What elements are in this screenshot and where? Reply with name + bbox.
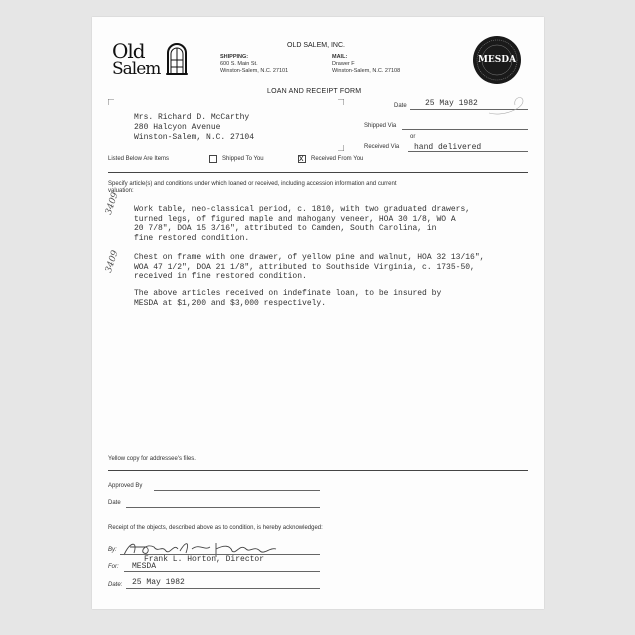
date-value: 25 May 1982 xyxy=(425,99,478,108)
arched-window-icon xyxy=(166,41,188,75)
loan-receipt-form xyxy=(92,17,544,609)
signer-name: Frank L. Horton, Director xyxy=(144,555,265,564)
received-via-label: Received Via xyxy=(364,144,400,150)
approved-by-label: Approved By xyxy=(108,483,143,489)
date2-label: Date: xyxy=(108,582,123,588)
or-label: or xyxy=(410,134,416,140)
footer-divider xyxy=(108,470,528,471)
item1-accession-note: 3409 xyxy=(104,191,121,217)
for-value: MESDA xyxy=(132,562,157,571)
item2-line2: WOA 47 1/2", DOA 21 1/8", attributed to Southside Virginia, c. 1735-50, xyxy=(134,262,475,272)
mail-label: MAIL: xyxy=(332,54,348,60)
section-divider xyxy=(108,172,528,173)
specify-line1: Specify article(s) and conditions under which loaned or received, including accession information and current xyxy=(108,181,397,187)
approval-date-line xyxy=(126,507,320,508)
received-via-value: hand delivered xyxy=(414,143,482,152)
date-label: Date xyxy=(394,103,407,109)
approval-date-label: Date xyxy=(108,500,121,506)
item1-line3: 20 7/8", DOA 15 3/16", attributed to Camden, South Carolina, in xyxy=(134,224,437,233)
received-from-you-label: Received From You xyxy=(311,156,364,162)
item2-accession-note: 3409 xyxy=(104,249,121,275)
addressee-line3: Winston-Salem, N.C. 27104 xyxy=(134,133,255,142)
form-title: LOAN AND RECEIPT FORM xyxy=(267,88,362,95)
shipping-address-line1: 600 S. Main St. xyxy=(220,61,258,67)
logo-old-text: Old xyxy=(112,39,145,63)
yellow-copy-note: Yellow copy for addressee's files. xyxy=(108,456,196,462)
mail-address-line1: Drawer F xyxy=(332,61,355,67)
shipped-via-line xyxy=(402,129,528,130)
shipped-via-label: Shipped Via xyxy=(364,123,397,129)
item2-line1: Chest on frame with one drawer, of yellow pine and walnut, HOA 32 13/16", xyxy=(134,253,485,262)
received-check-mark: x xyxy=(299,153,304,163)
listed-below-label: Listed Below Are Items xyxy=(108,156,170,162)
item1-line1: Work table, neo-classical period, c. 1810, with two graduated drawers, xyxy=(134,205,471,214)
receipt-acknowledgement: Receipt of the objects, described above as to condition, is hereby acknowledged: xyxy=(108,525,323,531)
by-label: By: xyxy=(108,547,117,553)
approved-by-line xyxy=(154,490,320,491)
date2-line xyxy=(126,588,320,589)
addressee-line2: 280 Halcyon Avenue xyxy=(134,123,221,132)
item1-line4: fine restored condition. xyxy=(134,233,250,243)
item1-line2: turned legs, of figured maple and mahogany veneer, HOA 30 1/8, WO A xyxy=(134,214,456,224)
date2-value: 25 May 1982 xyxy=(132,578,185,587)
for-label: For: xyxy=(108,564,119,570)
company-name: OLD SALEM, INC. xyxy=(287,42,345,49)
date-pencil-loop xyxy=(487,95,527,117)
shipping-address-line2: Winston-Salem, N.C. 27101 xyxy=(220,68,289,74)
shipped-to-you-checkbox[interactable] xyxy=(209,155,217,163)
shipped-to-you-label: Shipped To You xyxy=(222,156,264,162)
shipping-label: SHIPPING: xyxy=(220,54,249,60)
loan-note-line2: MESDA at $1,200 and $3,000 respectively. xyxy=(134,298,327,308)
seal-text: MESDA xyxy=(477,55,517,65)
specify-line2: valuation: xyxy=(108,188,134,194)
item2-line3: received in fine restored condition. xyxy=(134,272,307,281)
loan-note-line1: The above articles received on indefinate loan, to be insured by xyxy=(134,289,442,298)
logo-salem-text: Salem xyxy=(112,59,161,79)
addressee-line1: Mrs. Richard D. McCarthy xyxy=(134,113,250,122)
mail-address-line2: Winston-Salem, N.C. 27108 xyxy=(332,68,401,74)
